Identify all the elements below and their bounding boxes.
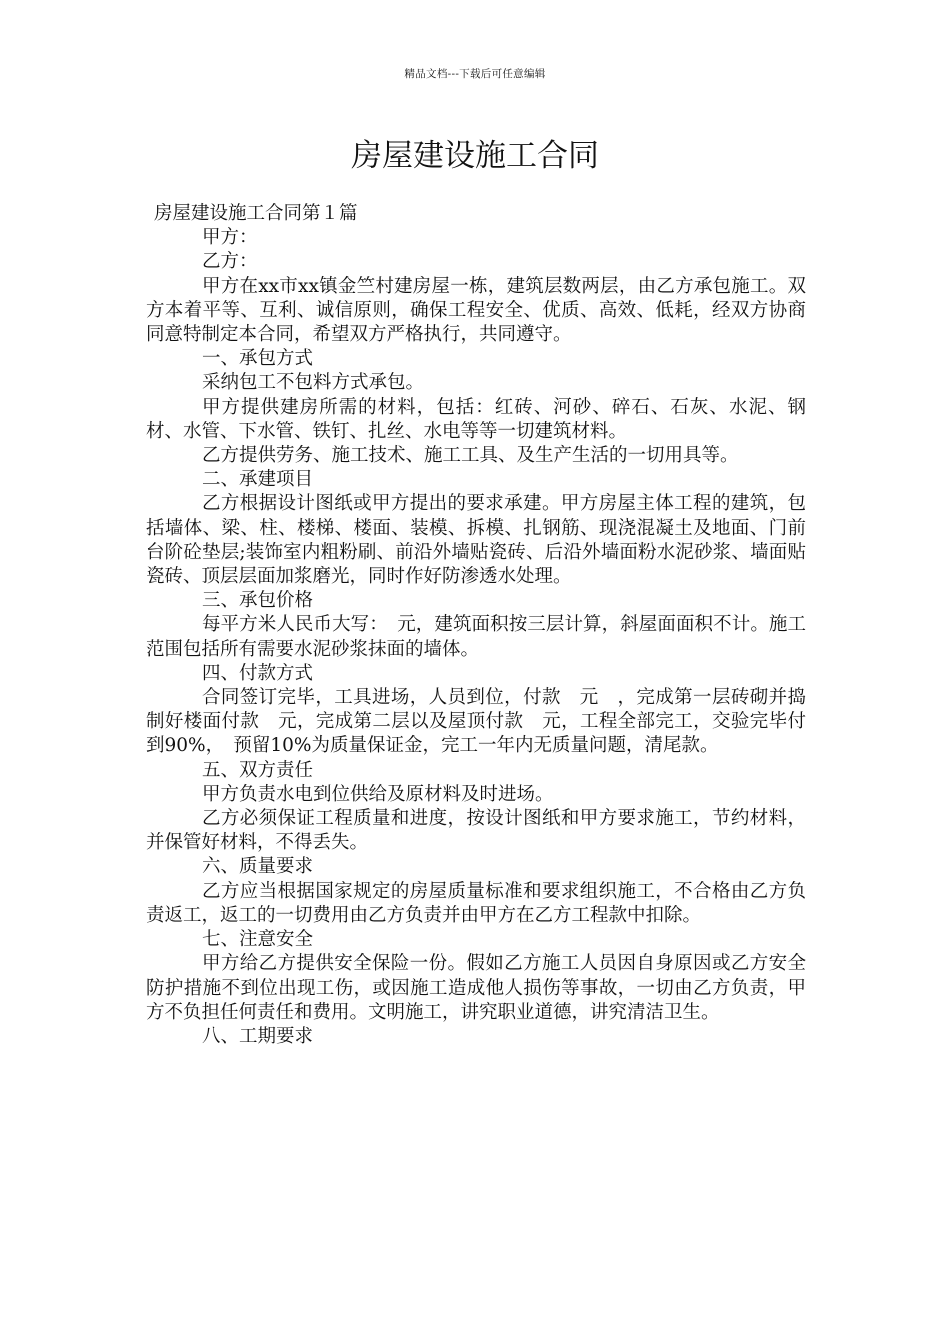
section-paragraph: 乙方提供劳务、施工技术、施工工具、及生产生活的一切用具等。 [202, 445, 739, 467]
section-heading: 七、注意安全 [202, 929, 314, 951]
document-title: 房屋建设施工合同 [351, 138, 599, 174]
section-heading: 一、承包方式 [202, 348, 314, 370]
section-paragraph: 乙方必须保证工程质量和进度，按设计图纸和甲方要求施工，节约材料，并保管好材料，不得丢失。 [146, 808, 806, 854]
section-paragraph: 甲方负责水电到位供给及原材料及时进场。 [202, 783, 554, 805]
party-a-label: 甲方： [202, 227, 258, 249]
section-paragraph: 甲方给乙方提供安全保险一份。假如乙方施工人员因自身原因或乙方安全防护措施不到位出现工伤，或因施工造成他人损伤等事故，一切由乙方负责，甲方不负担任何责任和费用。文明施工，讲究职业道德，讲究清洁卫生。 [146, 953, 806, 1023]
section-paragraph: 甲方提供建房所需的材料，包括：红砖、河砂、碎石、石灰、水泥、钢材、水管、下水管、铁钉、扎丝、水电等等一切建筑材料。 [146, 396, 806, 442]
header-note: 精品文档---下载后可任意编辑 [404, 68, 546, 80]
document-body [146, 202, 806, 1049]
section-heading: 四、付款方式 [202, 662, 314, 684]
article-heading: 房屋建设施工合同第１篇 [154, 203, 358, 224]
section-heading: 三、承包价格 [202, 590, 314, 612]
section-heading: 五、双方责任 [202, 759, 314, 781]
section-paragraph: 乙方根据设计图纸或甲方提出的要求承建。甲方房屋主体工程的建筑，包括墙体、梁、柱、楼梯、楼面、装模、拆模、扎钢筋、现浇混凝土及地面、门前台阶砼垫层;装饰室内粗粉刷、前沿外墙贴瓷砖、后沿外墙面粉水泥砂浆、墙面贴瓷砖、顶层层面加浆磨光，同时作好防渗透水处理。 [146, 493, 806, 588]
section-paragraph: 采纳包工不包料方式承包。 [202, 372, 425, 394]
section-paragraph: 乙方应当根据国家规定的房屋质量标准和要求组织施工，不合格由乙方负责返工，返工的一切费用由乙方负责并由甲方在乙方工程款中扣除。 [146, 880, 806, 926]
section-heading: 六、质量要求 [202, 856, 314, 878]
intro-paragraph: 甲方在xx市xx镇金竺村建房屋一栋，建筑层数两层，由乙方承包施工。双方本着平等、互利、诚信原则，确保工程安全、优质、高效、低耗，经双方协商同意特制定本合同，希望双方严格执行，共同遵守。 [146, 275, 806, 346]
party-b-label: 乙方： [202, 251, 258, 273]
section-paragraph: 每平方米人民币大写： 元，建筑面积按三层计算，斜屋面面积不计。施工范围包括所有需要水泥砂浆抹面的墙体。 [146, 614, 806, 660]
section-paragraph: 合同签订完毕，工具进场，人员到位，付款 元 ，完成第一层砖砌并捣制好楼面付款 元，完成第二层以及屋顶付款 元，工程全部完工，交验完毕付到90%， 预留10%为质量保证金，完工一年内无质量问题，清尾款。 [146, 687, 806, 757]
section-heading: 二、承建项目 [202, 469, 314, 491]
section-heading: 八、工期要求 [202, 1025, 314, 1047]
